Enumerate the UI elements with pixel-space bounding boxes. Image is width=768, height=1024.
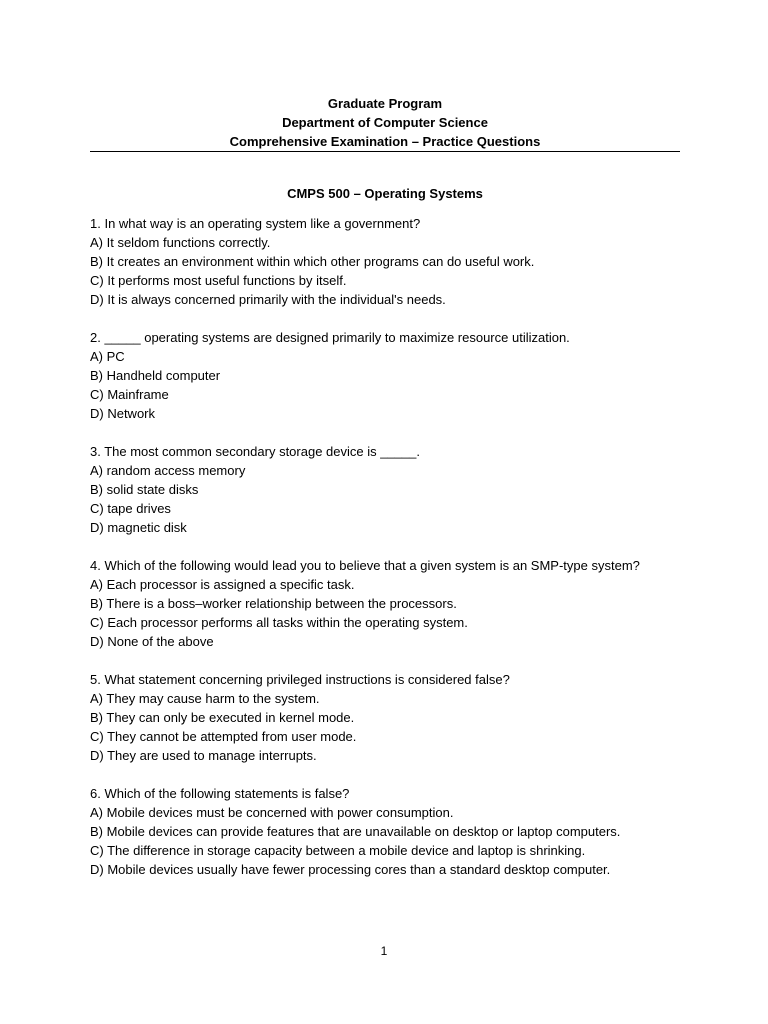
option-d: D) Network bbox=[90, 406, 156, 421]
program-title: Graduate Program bbox=[327, 96, 443, 111]
question-4 bbox=[90, 556, 680, 651]
option-a: A) PC bbox=[90, 349, 125, 364]
option-b: B) solid state disks bbox=[90, 482, 199, 497]
option-c: C) They cannot be attempted from user mode. bbox=[90, 729, 357, 744]
question-text: 4. Which of the following would lead you to believe that a given system is an SMP-type system? bbox=[90, 558, 640, 573]
question-text: 5. What statement concerning privileged instructions is considered false? bbox=[90, 672, 510, 687]
option-c: C) Mainframe bbox=[90, 387, 169, 402]
exam-title: Comprehensive Examination – Practice Questions bbox=[229, 134, 541, 149]
question-text: 3. The most common secondary storage device is _____. bbox=[90, 444, 420, 459]
page-number: 1 bbox=[380, 944, 388, 958]
option-d: D) magnetic disk bbox=[90, 520, 187, 535]
question-6 bbox=[90, 784, 680, 879]
course-title: CMPS 500 – Operating Systems bbox=[287, 186, 483, 201]
option-d: D) It is always concerned primarily with the individual's needs. bbox=[90, 292, 446, 307]
option-c: C) It performs most useful functions by itself. bbox=[90, 273, 347, 288]
question-2 bbox=[90, 328, 680, 423]
option-a: A) They may cause harm to the system. bbox=[90, 691, 320, 706]
option-c: C) tape drives bbox=[90, 501, 171, 516]
header-divider bbox=[90, 151, 680, 152]
department-title: Department of Computer Science bbox=[282, 115, 488, 130]
option-d: D) None of the above bbox=[90, 634, 214, 649]
option-a: A) random access memory bbox=[90, 463, 246, 478]
document-header bbox=[90, 94, 680, 151]
option-d: D) They are used to manage interrupts. bbox=[90, 748, 317, 763]
question-text: 2. _____ operating systems are designed primarily to maximize resource utilization. bbox=[90, 330, 570, 345]
question-text: 6. Which of the following statements is false? bbox=[90, 786, 350, 801]
option-a: A) Each processor is assigned a specific task. bbox=[90, 577, 355, 592]
question-text: 1. In what way is an operating system like a government? bbox=[90, 216, 421, 231]
option-c: C) The difference in storage capacity between a mobile device and laptop is shrinking. bbox=[90, 843, 586, 858]
question-list bbox=[90, 214, 680, 898]
option-b: B) There is a boss–worker relationship between the processors. bbox=[90, 596, 457, 611]
question-3 bbox=[90, 442, 680, 537]
option-b: B) Mobile devices can provide features that are unavailable on desktop or laptop computers. bbox=[90, 824, 621, 839]
option-b: B) Handheld computer bbox=[90, 368, 221, 383]
question-1 bbox=[90, 214, 680, 309]
option-d: D) Mobile devices usually have fewer processing cores than a standard desktop computer. bbox=[90, 862, 611, 877]
option-c: C) Each processor performs all tasks within the operating system. bbox=[90, 615, 468, 630]
option-b: B) They can only be executed in kernel mode. bbox=[90, 710, 355, 725]
option-a: A) Mobile devices must be concerned with power consumption. bbox=[90, 805, 454, 820]
option-b: B) It creates an environment within which other programs can do useful work. bbox=[90, 254, 535, 269]
option-a: A) It seldom functions correctly. bbox=[90, 235, 271, 250]
question-5 bbox=[90, 670, 680, 765]
